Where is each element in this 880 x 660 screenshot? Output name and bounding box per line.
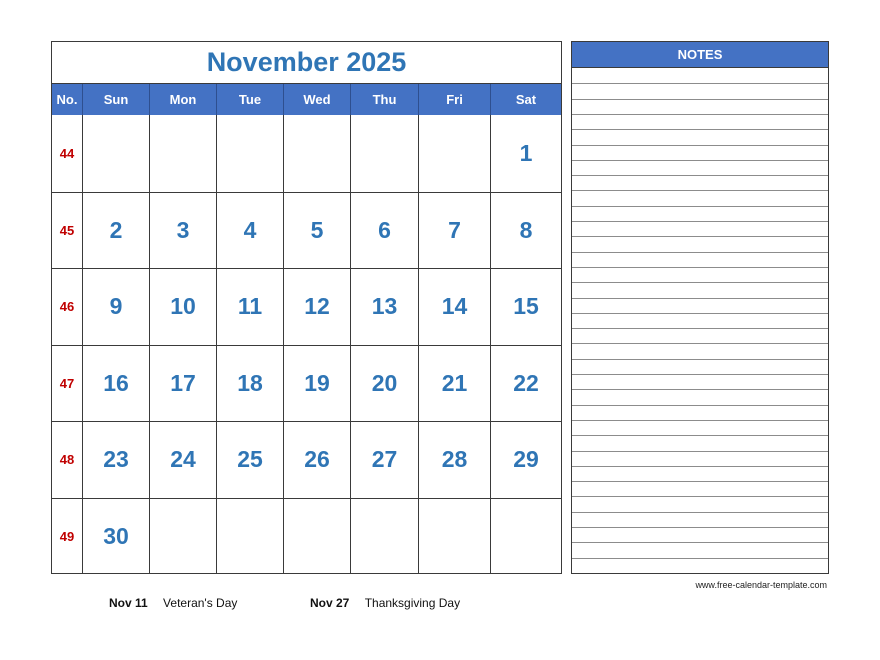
notes-ruled-line (572, 343, 828, 344)
day-cell (150, 422, 217, 498)
day-cell (284, 499, 351, 575)
day-cell (351, 115, 419, 192)
day-number: 26 (304, 446, 330, 473)
week-row (52, 345, 561, 422)
week-row (52, 192, 561, 269)
calendar-grid (52, 115, 561, 573)
weekday-header-row (52, 84, 561, 115)
day-cell (491, 422, 561, 498)
notes-ruled-line (572, 145, 828, 146)
week-number: 47 (59, 375, 75, 391)
day-cell (83, 499, 150, 575)
day-cell (83, 269, 150, 345)
day-number: 24 (170, 446, 196, 473)
notes-ruled-line (572, 221, 828, 222)
day-cell (150, 193, 217, 269)
notes-ruled-line (572, 83, 828, 84)
notes-ruled-line (572, 282, 828, 283)
notes-ruled-line (572, 466, 828, 467)
day-cell (351, 269, 419, 345)
header-thursday: Thu (351, 84, 419, 115)
day-number: 21 (441, 369, 468, 396)
day-cell (491, 269, 561, 345)
day-cell (419, 269, 491, 345)
notes-ruled-line (572, 451, 828, 452)
day-cell (150, 115, 217, 192)
day-number: 18 (237, 369, 263, 396)
notes-panel (571, 41, 829, 574)
notes-ruled-line (572, 527, 828, 528)
day-number: 11 (237, 293, 263, 320)
notes-lines (572, 68, 828, 573)
day-cell (150, 499, 217, 575)
week-number: 48 (59, 452, 75, 468)
day-cell (491, 499, 561, 575)
day-number: 12 (304, 293, 330, 320)
day-cell (284, 422, 351, 498)
day-cell (491, 115, 561, 192)
notes-ruled-line (572, 99, 828, 100)
notes-ruled-line (572, 190, 828, 191)
day-cell (351, 422, 419, 498)
notes-ruled-line (572, 420, 828, 421)
day-number: 20 (371, 369, 398, 396)
day-cell (491, 346, 561, 422)
notes-ruled-line (572, 496, 828, 497)
day-cell (419, 499, 491, 575)
day-cell (419, 346, 491, 422)
holiday-name: Thanksgiving Day (364, 596, 461, 610)
day-cell (351, 193, 419, 269)
day-cell (217, 422, 284, 498)
day-number: 28 (441, 446, 468, 473)
notes-ruled-line (572, 267, 828, 268)
day-number: 30 (103, 522, 129, 549)
day-cell (419, 422, 491, 498)
header-tuesday: Tue (217, 84, 284, 115)
day-number: 1 (519, 139, 533, 166)
day-number: 7 (448, 216, 461, 243)
notes-ruled-line (572, 175, 828, 176)
day-number: 29 (513, 446, 539, 473)
notes-ruled-line (572, 405, 828, 406)
notes-ruled-line (572, 206, 828, 207)
day-cell (419, 115, 491, 192)
day-cell (351, 346, 419, 422)
day-number: 8 (519, 216, 533, 243)
header-friday: Fri (419, 84, 491, 115)
day-cell (150, 346, 217, 422)
notes-ruled-line (572, 313, 828, 314)
notes-ruled-line (572, 328, 828, 329)
notes-ruled-line (572, 114, 828, 115)
day-number: 19 (304, 369, 330, 396)
calendar-title: November 2025 (52, 42, 561, 84)
day-cell (83, 346, 150, 422)
day-number: 23 (103, 446, 129, 473)
week-number: 44 (59, 145, 75, 161)
notes-ruled-line (572, 435, 828, 436)
week-number: 49 (59, 528, 75, 544)
notes-ruled-line (572, 542, 828, 543)
day-number: 22 (513, 369, 539, 396)
day-cell (284, 269, 351, 345)
day-cell (284, 193, 351, 269)
day-cell (150, 269, 217, 345)
holiday-date: Nov 27 (310, 596, 350, 610)
week-row (52, 498, 561, 575)
day-cell (217, 115, 284, 192)
week-number: 45 (59, 222, 75, 238)
calendar (51, 41, 562, 574)
day-number: 15 (513, 293, 539, 320)
day-number: 5 (310, 216, 324, 243)
notes-ruled-line (572, 236, 828, 237)
day-number: 6 (378, 216, 391, 243)
day-number: 3 (176, 216, 190, 243)
day-cell (491, 193, 561, 269)
day-number: 27 (371, 446, 398, 473)
day-number: 9 (109, 293, 123, 320)
day-cell (83, 193, 150, 269)
day-cell (217, 193, 284, 269)
day-number: 17 (170, 369, 196, 396)
notes-ruled-line (572, 359, 828, 360)
notes-ruled-line (572, 374, 828, 375)
notes-title: NOTES (572, 42, 828, 68)
day-cell (351, 499, 419, 575)
week-row (52, 421, 561, 498)
day-cell (83, 422, 150, 498)
day-number: 14 (441, 293, 468, 320)
header-week-number: No. (52, 84, 83, 115)
notes-ruled-line (572, 389, 828, 390)
notes-ruled-line (572, 252, 828, 253)
day-cell (83, 115, 150, 192)
notes-ruled-line (572, 160, 828, 161)
day-cell (217, 346, 284, 422)
day-number: 13 (371, 293, 398, 320)
week-number: 46 (59, 299, 75, 315)
week-row (52, 268, 561, 345)
holiday-date: Nov 11 (109, 596, 148, 610)
week-row (52, 115, 561, 192)
day-number: 25 (237, 446, 263, 473)
holiday-name: Veteran's Day (163, 596, 238, 610)
notes-ruled-line (572, 298, 828, 299)
day-cell (284, 115, 351, 192)
day-cell (284, 346, 351, 422)
notes-ruled-line (572, 481, 828, 482)
header-sunday: Sun (83, 84, 150, 115)
website-link[interactable]: www.free-calendar-template.com (695, 580, 827, 590)
day-number: 16 (103, 369, 129, 396)
notes-ruled-line (572, 512, 828, 513)
day-cell (419, 193, 491, 269)
header-wednesday: Wed (284, 84, 351, 115)
header-saturday: Sat (515, 92, 537, 107)
day-cell (217, 499, 284, 575)
header-monday: Mon (150, 84, 217, 115)
notes-ruled-line (572, 558, 828, 559)
day-number: 10 (170, 293, 196, 320)
day-number: 2 (109, 216, 123, 243)
holiday-entry (109, 596, 237, 610)
notes-ruled-line (572, 129, 828, 130)
day-cell (217, 269, 284, 345)
holiday-entry (310, 596, 460, 610)
day-number: 4 (243, 216, 257, 243)
